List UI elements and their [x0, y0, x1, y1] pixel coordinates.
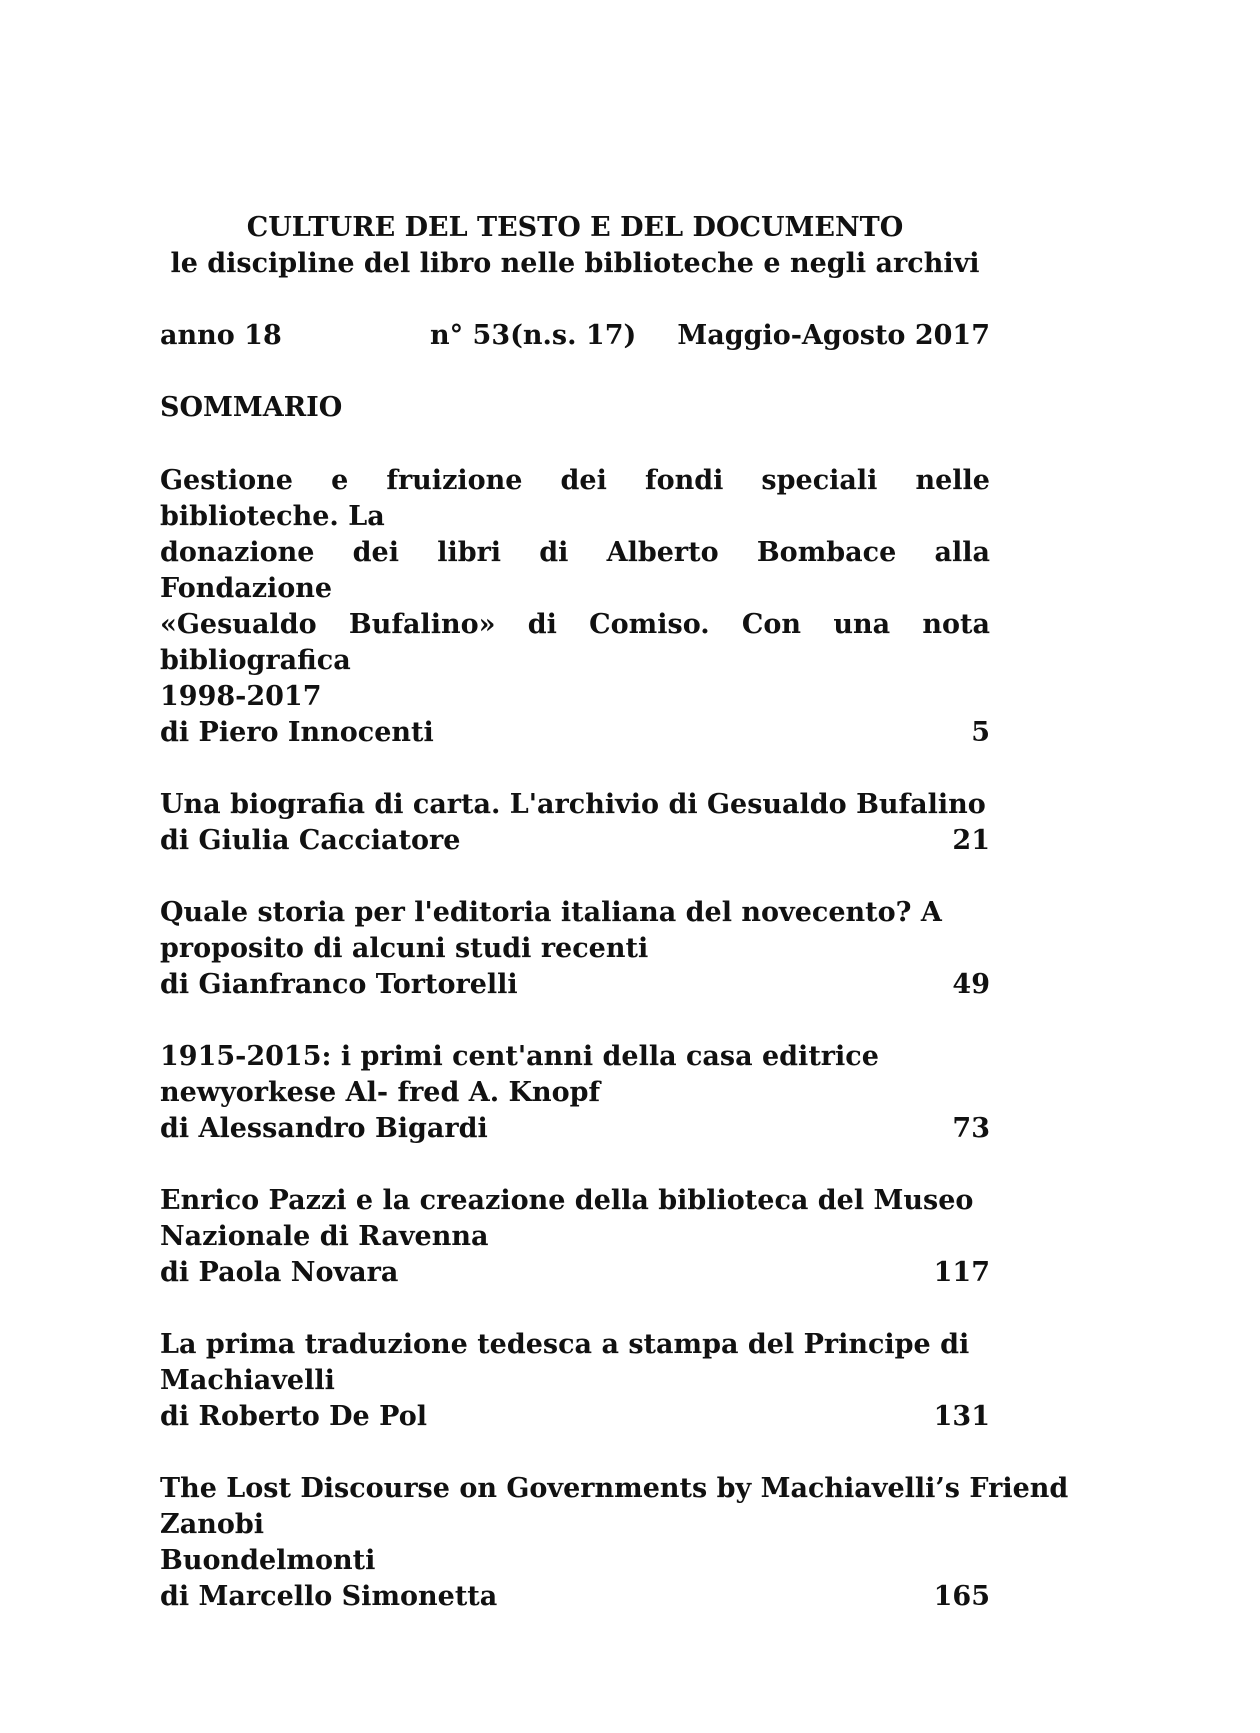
entry-title-line: proposito di alcuni studi recenti: [160, 933, 649, 964]
entry-author: di Roberto De Pol: [160, 1401, 427, 1432]
toc-entry: [160, 1327, 990, 1435]
entry-title-line: Quale storia per l'editoria italiana del novecento? A: [160, 897, 942, 928]
toc-entry: [160, 1039, 990, 1147]
entry-author: di Piero Innocenti: [160, 717, 434, 748]
toc-entry: [160, 463, 990, 751]
issue-info: [160, 318, 990, 354]
issue-year: anno 18: [160, 320, 282, 351]
entry-title-line: donazione dei libri di Alberto Bombace alla Fondazione: [160, 537, 990, 604]
entry-page-number: 165: [933, 1581, 990, 1612]
entry-title-line: La prima traduzione tedesca a stampa del Principe di: [160, 1329, 970, 1360]
entry-author-row: [160, 715, 990, 751]
entry-page-number: 117: [933, 1257, 990, 1288]
issue-number: n° 53(n.s. 17): [430, 320, 637, 351]
entry-title-line: newyorkese Al- fred A. Knopf: [160, 1077, 601, 1108]
entry-author: di Giulia Cacciatore: [160, 825, 461, 856]
entry-author: di Marcello Simonetta: [160, 1581, 498, 1612]
entry-author-row: [160, 1255, 990, 1291]
entry-title-line: Gestione e fruizione dei fondi speciali nelle biblioteche. La: [160, 465, 990, 532]
journal-title: CULTURE DEL TESTO E DEL DOCUMENTO: [246, 212, 904, 243]
entry-page-number: 131: [933, 1401, 990, 1432]
issue-date: Maggio-Agosto 2017: [677, 320, 990, 351]
entry-title-line: Una biografia di carta. L'archivio di Gesualdo Bufalino: [160, 789, 986, 820]
entry-title-line: 1915-2015: i primi cent'anni della casa editrice: [160, 1041, 879, 1072]
entry-author-row: [160, 1111, 990, 1147]
entry-page-number: 73: [952, 1113, 990, 1144]
entry-title-line: «Gesualdo Bufalino» di Comiso. Con una nota bibliografica: [160, 609, 990, 676]
entry-title-line: Zanobi: [160, 1509, 264, 1540]
entry-title-line: The Lost Discourse on Governments by Machiavelli’s Friend: [160, 1473, 1069, 1504]
toc-entry: [160, 895, 990, 1003]
sommario-heading: SOMMARIO: [160, 392, 343, 423]
toc-entry: [160, 1183, 990, 1291]
toc-entry: [160, 1471, 1069, 1615]
entry-author-row: [160, 823, 990, 859]
entry-author-row: [160, 1579, 990, 1615]
entry-page-number: 5: [971, 717, 990, 748]
entry-title-line: Enrico Pazzi e la creazione della biblioteca del Museo: [160, 1185, 974, 1216]
entry-title-line: Machiavelli: [160, 1365, 335, 1396]
table-of-contents: [160, 463, 1069, 1651]
entry-title-line: Nazionale di Ravenna: [160, 1221, 489, 1252]
entry-page-number: 21: [952, 825, 990, 856]
entry-author-row: [160, 967, 990, 1003]
entry-author: di Paola Novara: [160, 1257, 399, 1288]
entry-page-number: 49: [952, 969, 990, 1000]
journal-subtitle: le discipline del libro nelle biblioteche e negli archivi: [170, 248, 980, 279]
entry-title-line: Buondelmonti: [160, 1545, 376, 1576]
entry-author: di Alessandro Bigardi: [160, 1113, 488, 1144]
toc-entry: [160, 787, 990, 859]
entry-author-row: [160, 1399, 990, 1435]
journal-header: [160, 210, 990, 282]
entry-author: di Gianfranco Tortorelli: [160, 969, 518, 1000]
entry-title-line: 1998-2017: [160, 681, 322, 712]
